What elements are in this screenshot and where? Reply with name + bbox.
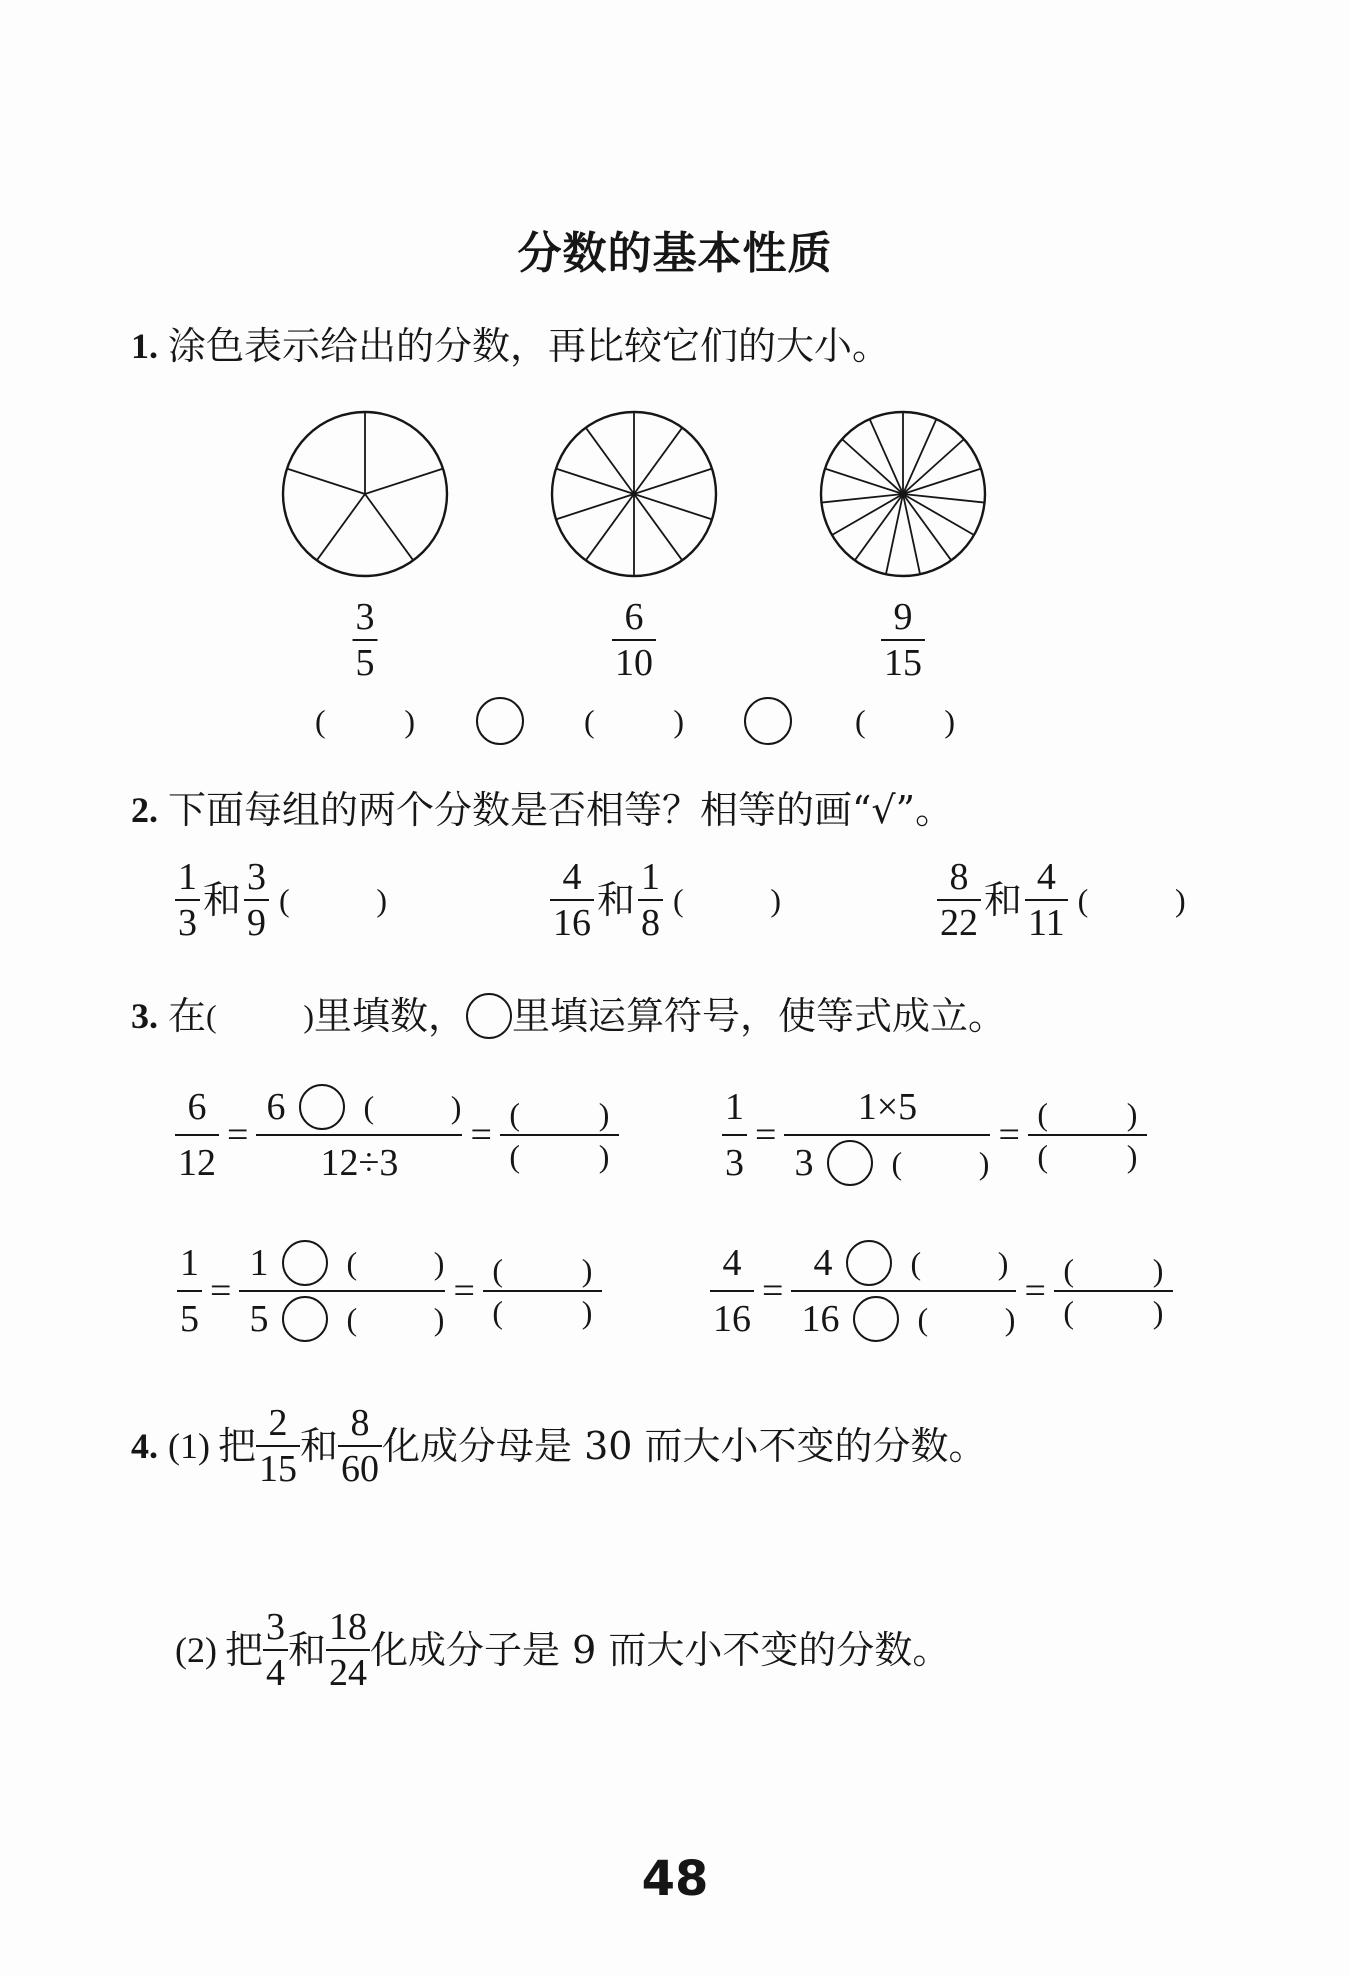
numerator: 3 (247, 856, 267, 898)
denominator: 5 (180, 1298, 199, 1340)
fraction-pair-1 (175, 855, 387, 945)
answer-blank[interactable] (363, 1087, 461, 1127)
result-denominator (1028, 1136, 1147, 1176)
fraction (244, 855, 269, 945)
equals-sign: = (470, 1114, 492, 1156)
equation-2 (722, 1080, 1147, 1190)
inline-blank-symbol (206, 996, 314, 1036)
fraction (638, 855, 663, 945)
denominator-value: 5 (249, 1298, 269, 1340)
left-paren: ( (673, 882, 684, 918)
middle-numerator (239, 1236, 445, 1290)
left-paren: ( (315, 703, 326, 739)
fraction (937, 855, 981, 945)
denominator: 8 (641, 902, 661, 944)
numerator: 1 (725, 1086, 744, 1128)
fraction-label-1 (353, 595, 378, 685)
denominator: 3 (725, 1142, 744, 1184)
answer-blank[interactable] (346, 1299, 444, 1339)
denominator-value: 16 (801, 1298, 840, 1340)
middle-fraction (791, 1236, 1016, 1346)
right-paren: ) (944, 703, 955, 739)
operator-circle[interactable] (853, 1296, 899, 1342)
numerator: 6 (187, 1086, 207, 1128)
middle-denominator (239, 1292, 445, 1346)
numerator: 4 (722, 1242, 742, 1284)
equation-3 (177, 1236, 602, 1346)
right-paren: ) (770, 882, 782, 918)
result-denominator (483, 1292, 602, 1332)
denominator: 15 (884, 642, 922, 684)
numerator-value: 4 (813, 1242, 833, 1284)
right-paren: ) (598, 1096, 610, 1132)
numerator: 9 (893, 596, 913, 638)
question-number: 4. (131, 1426, 158, 1466)
pie-circle-tenths[interactable] (548, 408, 720, 580)
question-text-part: 在 (168, 994, 207, 1038)
question-text-part: 里填运算符号，使等式成立。 (512, 994, 1007, 1038)
left-paren: ( (1077, 882, 1089, 918)
question-text: 下面每组的两个分数是否相等？相等的画“√”。 (168, 788, 954, 832)
equation-4 (710, 1236, 1173, 1346)
answer-blank[interactable] (346, 1243, 444, 1283)
connector-word: 和 (288, 1628, 327, 1672)
pie-circle-fifteenths[interactable] (817, 408, 989, 580)
left-paren: ( (346, 1245, 358, 1281)
page-number: 48 (641, 1851, 709, 1907)
denominator: 15 (259, 1448, 297, 1490)
pie-spoke (317, 494, 365, 560)
result-denominator (500, 1136, 619, 1176)
comparison-blank-2 (584, 701, 684, 741)
fraction-pair-2 (550, 855, 781, 945)
fraction (881, 595, 925, 685)
question-4-part-1 (131, 1401, 987, 1491)
question-4-part-2 (175, 1605, 950, 1695)
operator-circle[interactable] (827, 1140, 873, 1186)
connector-word: 和 (984, 878, 1023, 922)
result-numerator (1054, 1250, 1173, 1290)
fraction (256, 1401, 300, 1491)
pie-spoke (365, 494, 413, 560)
pie-spoke (287, 469, 365, 494)
question-3-prompt (131, 993, 1006, 1039)
answer-blank[interactable] (315, 701, 415, 741)
result-fraction (1054, 1250, 1173, 1332)
right-paren: ) (1126, 1096, 1138, 1132)
question-text-part: 化成分子是 9 而大小不变的分数。 (370, 1628, 951, 1672)
fraction-label-3 (881, 595, 925, 685)
right-paren: ) (673, 703, 684, 739)
numerator: 2 (268, 1402, 288, 1444)
middle-numerator: 1×5 (857, 1086, 918, 1128)
right-paren: ) (1152, 1252, 1164, 1288)
pie-spoke (634, 494, 712, 519)
right-paren: ) (433, 1245, 445, 1281)
denominator: 3 (178, 902, 197, 944)
left-paren: ( (206, 998, 217, 1034)
left-paren: ( (855, 703, 866, 739)
left-paren: ( (492, 1252, 504, 1288)
question-text: 涂色表示给出的分数，再比较它们的大小。 (168, 324, 891, 368)
fraction (338, 1401, 382, 1491)
fraction (326, 1605, 370, 1695)
denominator: 16 (553, 902, 591, 944)
right-paren: ) (1004, 1301, 1016, 1337)
equals-sign: = (762, 1270, 784, 1312)
right-paren: ) (303, 998, 315, 1034)
fraction (175, 1080, 219, 1190)
denominator: 4 (266, 1652, 285, 1694)
result-fraction (483, 1250, 602, 1332)
answer-blank[interactable] (492, 1250, 592, 1290)
denominator: 24 (329, 1652, 368, 1694)
right-paren: ) (581, 1294, 593, 1330)
middle-denominator (791, 1292, 1016, 1346)
fraction (612, 595, 656, 685)
fraction (550, 855, 594, 945)
numerator-value: 6 (266, 1086, 286, 1128)
right-paren: ) (1152, 1294, 1164, 1330)
result-denominator (1054, 1292, 1173, 1332)
fraction (175, 855, 200, 945)
question-text-part: 把 (224, 1628, 263, 1672)
answer-blank[interactable] (1063, 1292, 1163, 1332)
left-paren: ( (1037, 1096, 1049, 1132)
connector-word: 和 (300, 1424, 339, 1468)
compare-circle[interactable] (476, 697, 524, 745)
left-paren: ( (917, 1301, 929, 1337)
sub-question-label: (2) (175, 1630, 217, 1670)
equals-sign: = (227, 1114, 249, 1156)
numerator: 6 (624, 596, 644, 638)
denominator: 16 (713, 1298, 751, 1340)
right-paren: ) (581, 1252, 593, 1288)
right-paren: ) (978, 1145, 990, 1181)
right-paren: ) (433, 1301, 445, 1337)
operator-circle[interactable] (299, 1084, 345, 1130)
right-paren: ) (404, 703, 415, 739)
question-number: 2. (131, 790, 158, 830)
denominator: 11 (1028, 902, 1065, 944)
right-paren: ) (376, 882, 388, 918)
answer-blank[interactable] (1037, 1094, 1137, 1134)
answer-blank[interactable] (1078, 880, 1186, 920)
pie-spoke (556, 469, 634, 494)
pie-spoke (556, 494, 634, 519)
answer-blank[interactable] (1037, 1136, 1137, 1176)
question-number: 1. (131, 326, 158, 366)
inline-circle-symbol (466, 993, 512, 1039)
denominator: 9 (247, 902, 267, 944)
sub-question-label: (1) (168, 1426, 210, 1466)
answer-blank[interactable] (855, 701, 955, 741)
numerator-value: 1 (249, 1242, 269, 1284)
pie-spoke (903, 439, 964, 494)
left-paren: ( (891, 1145, 903, 1181)
numerator: 4 (1036, 856, 1056, 898)
question-1-prompt (131, 324, 890, 368)
left-paren: ( (363, 1089, 375, 1125)
compare-circle[interactable] (744, 697, 792, 745)
right-paren: ) (1126, 1138, 1138, 1174)
pie-spoke (634, 494, 682, 560)
denominator: 5 (355, 642, 375, 684)
numerator: 8 (949, 856, 969, 898)
fraction (177, 1236, 202, 1346)
middle-numerator (791, 1236, 1016, 1290)
connector-word: 和 (597, 878, 636, 922)
left-paren: ( (1063, 1294, 1075, 1330)
denominator: 12 (178, 1142, 216, 1184)
denominator: 10 (615, 642, 653, 684)
right-paren: ) (450, 1089, 462, 1125)
equals-sign: = (453, 1270, 475, 1312)
answer-blank[interactable] (1063, 1250, 1163, 1290)
numerator: 3 (355, 596, 375, 638)
connector-word: 和 (203, 878, 242, 922)
pie-spoke (870, 419, 903, 494)
fraction (1025, 855, 1068, 945)
operator-circle[interactable] (846, 1240, 892, 1286)
result-numerator (500, 1094, 619, 1134)
numerator: 18 (329, 1606, 368, 1648)
pie-spoke (586, 494, 634, 560)
fraction (710, 1236, 754, 1346)
pie-spoke (903, 419, 936, 494)
answer-blank[interactable] (492, 1292, 592, 1332)
numerator: 1 (180, 1242, 199, 1284)
equals-sign: = (998, 1114, 1020, 1156)
numerator: 1 (641, 856, 661, 898)
answer-blank[interactable] (891, 1143, 989, 1183)
answer-blank[interactable] (509, 1136, 609, 1176)
answer-blank[interactable] (917, 1299, 1015, 1339)
middle-fraction (784, 1080, 990, 1190)
question-text-part: 化成分母是 30 而大小不变的分数。 (382, 1424, 987, 1468)
fraction-pair-3 (937, 855, 1186, 945)
equation-1 (175, 1080, 619, 1190)
middle-denominator (784, 1136, 990, 1190)
denominator: 60 (341, 1448, 380, 1490)
question-2-prompt (131, 788, 953, 832)
left-paren: ( (584, 703, 595, 739)
middle-fraction (239, 1236, 445, 1346)
left-paren: ( (509, 1138, 521, 1174)
equals-sign: = (210, 1270, 232, 1312)
left-paren: ( (910, 1245, 922, 1281)
page-title: 分数的基本性质 (517, 228, 833, 279)
comparison-blank-3 (855, 701, 955, 741)
pie-spoke (365, 469, 443, 494)
result-numerator (483, 1250, 602, 1290)
pie-circle-fifths[interactable] (279, 408, 451, 580)
pie-spoke (634, 469, 712, 494)
fraction-label-2 (612, 595, 656, 685)
denominator: 22 (940, 902, 978, 944)
answer-blank[interactable] (279, 880, 387, 920)
left-paren: ( (346, 1301, 358, 1337)
question-text-part: 里填数， (314, 994, 467, 1038)
right-paren: ) (997, 1245, 1009, 1281)
pie-spoke (842, 439, 903, 494)
right-paren: ) (1174, 882, 1186, 918)
equals-sign: = (1024, 1270, 1046, 1312)
left-paren: ( (492, 1294, 504, 1330)
fraction (263, 1605, 288, 1695)
comparison-blank-1 (315, 701, 415, 741)
answer-blank[interactable] (509, 1094, 609, 1134)
numerator: 4 (562, 856, 582, 898)
result-fraction (500, 1094, 619, 1176)
pie-spoke (586, 428, 634, 494)
equals-sign: = (755, 1114, 777, 1156)
answer-blank[interactable] (673, 880, 781, 920)
left-paren: ( (509, 1096, 521, 1132)
numerator: 3 (266, 1606, 285, 1648)
answer-blank[interactable] (584, 701, 684, 741)
middle-numerator (256, 1080, 462, 1134)
left-paren: ( (1063, 1252, 1075, 1288)
comparison-circle-2 (744, 697, 792, 749)
result-numerator (1028, 1094, 1147, 1134)
fraction (722, 1080, 747, 1190)
numerator: 1 (178, 856, 197, 898)
middle-fraction (256, 1080, 462, 1190)
left-paren: ( (279, 882, 290, 918)
left-paren: ( (1037, 1138, 1049, 1174)
answer-blank[interactable] (910, 1243, 1008, 1283)
operator-circle[interactable] (282, 1240, 328, 1286)
pie-spoke (825, 469, 903, 494)
fraction (353, 595, 378, 685)
right-paren: ) (598, 1138, 610, 1174)
question-text-part: 把 (217, 1424, 256, 1468)
pie-spoke (634, 428, 682, 494)
middle-denominator: 12÷3 (320, 1142, 399, 1184)
numerator: 8 (350, 1402, 370, 1444)
operator-circle[interactable] (282, 1296, 328, 1342)
pie-spoke (903, 469, 981, 494)
question-number: 3. (131, 996, 158, 1036)
denominator-value: 3 (794, 1142, 814, 1184)
result-fraction (1028, 1094, 1147, 1176)
comparison-circle-1 (476, 697, 524, 749)
